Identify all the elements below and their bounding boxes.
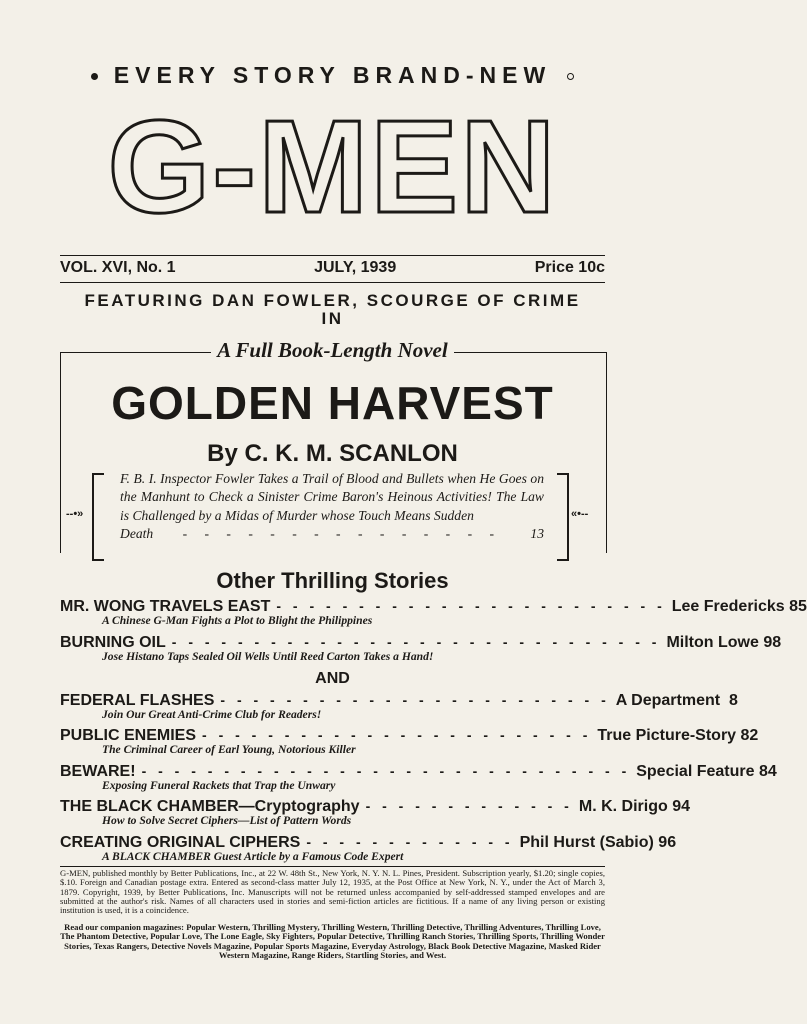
- novel-byline: By C. K. M. SCANLON: [207, 440, 458, 467]
- tagline-text: EVERY STORY BRAND-NEW: [113, 62, 552, 88]
- featuring-in: IN: [321, 309, 344, 328]
- toc-author: [672, 598, 807, 616]
- companion-magazines: Read our companion magazines: Popular Western, Thrilling Mystery, Thrilling Western, Thrilling Detective, Thrilling Adventures, Thrilling Love, The Phantom Detective, Popular Love, The Lone Eagle, Sky Fighters, Popular Detective, Thrilling Ranch Stories, Thrilling Sports, Thrilling Wonder Stories, Texas Rangers, Detective Novels Magazine, Popular Sports Magazine, Everyday Astrology, Black Book Detective Magazine, Masked Rider Western Magazine, Range Riders, Startling Stories, and West.: [60, 922, 605, 960]
- toc-author: [666, 634, 781, 652]
- dot-leader: - - - - - - - - - - - - - - - - - - - - - - - -: [220, 692, 610, 708]
- toc-entry: [60, 598, 807, 627]
- toc-author-name: A Department: [615, 692, 721, 709]
- publication-fine-print: G-MEN, published monthly by Better Publications, Inc., at 22 W. 48th St., New York, N. Y. N. L. Pines, President. Subscription yearly, $1.20; single copies, $.10. Foreign and Canadian postage extra. Entered as second-class matter July 12, 1935, at the Post Office at New York, N. Y., under the Act of March 3, 1879. Copyright, 1939, by Better Publications, Inc. Manuscripts will not be returned unless accompanied by self-addressed stamped envelopes and are submitted at the author's risk. Names of all characters used in stories and semi-fiction articles are fictitious. If a name of any living person or existing institution is used, it is a coincidence.: [60, 868, 605, 916]
- novel-page: 13: [530, 526, 544, 542]
- toc-title: CREATING ORIGINAL CIPHERS: [60, 834, 301, 851]
- right-scroll-icon: «•--: [571, 508, 589, 520]
- toc-page: 98: [763, 634, 782, 651]
- toc-entry: [60, 798, 690, 827]
- novel-blurb-text: F. B. I. Inspector Fowler Takes a Trail of Blood and Bullets when He Goes on the Manhunt to Check a Sinister Crime Baron's Heinous Activities! The Law is Challenged by a Midas of Murder whose Touch Means Sudden: [120, 471, 544, 523]
- dot-leader: - - - - - - - - - - - - - - -: [182, 526, 502, 542]
- toc-subtitle: A BLACK CHAMBER Guest Article by a Famous Code Expert: [102, 850, 404, 863]
- toc-page: 82: [740, 727, 759, 744]
- toc-title: PUBLIC ENEMIES: [60, 727, 197, 744]
- bullet-dot-icon: [567, 73, 574, 80]
- novel-blurb: [120, 470, 544, 544]
- toc-title: THE BLACK CHAMBER—Cryptography: [60, 798, 360, 815]
- magazine-logo: G-MEN: [107, 93, 558, 240]
- issue-volume: VOL. XVI, No. 1: [60, 259, 176, 276]
- toc-author-name: Phil Hurst (Sabio): [519, 834, 654, 851]
- toc-page: 85: [789, 598, 807, 615]
- toc-page: 96: [658, 834, 677, 851]
- toc-page: 84: [758, 763, 777, 780]
- novel-blurb-last-line: [120, 525, 544, 543]
- toc-author-name: M. K. Dirigo: [578, 798, 668, 815]
- bullet-dot-icon: [91, 73, 98, 80]
- toc-author: [579, 798, 690, 816]
- divider: [60, 255, 605, 256]
- toc-entry: [60, 834, 677, 863]
- left-scroll-icon: --•»: [66, 508, 84, 520]
- issue-date: JULY, 1939: [314, 259, 397, 276]
- novel-label: [0, 338, 665, 363]
- divider: [60, 866, 605, 867]
- dot-leader: - - - - - - - - - - - - - - - - - - - - - - - -: [276, 598, 666, 614]
- toc-page: 8: [728, 692, 738, 709]
- toc-author-name: Lee Fredericks: [671, 598, 785, 615]
- toc-subtitle: Exposing Funeral Rackets that Trap the Unwary: [102, 779, 336, 792]
- toc-author-name: Milton Lowe: [666, 634, 759, 651]
- right-bracket-ornament: [557, 473, 569, 561]
- toc-title: BURNING OIL: [60, 634, 166, 651]
- toc-subtitle: Jose Histano Taps Sealed Oil Wells Until Reed Carton Takes a Hand!: [102, 650, 434, 663]
- dot-leader: - - - - - - - - - - - - -: [365, 798, 573, 814]
- left-bracket-ornament: [92, 473, 104, 561]
- toc-entry: [60, 634, 782, 663]
- dot-leader: - - - - - - - - - - - - -: [306, 834, 514, 850]
- toc-subtitle: Join Our Great Anti-Crime Club for Readers!: [102, 708, 322, 721]
- toc-title: FEDERAL FLASHES: [60, 692, 215, 709]
- toc-author: [616, 692, 738, 710]
- toc-subtitle: How to Solve Secret Ciphers—List of Pattern Words: [102, 814, 352, 827]
- toc-author: [520, 834, 676, 852]
- toc-subtitle: A Chinese G-Man Fights a Plot to Blight the Philippines: [102, 614, 373, 627]
- novel-blurb-end: Death: [120, 526, 154, 542]
- dot-leader: - - - - - - - - - - - - - - - - - - - - - - - - - - - - - -: [171, 634, 661, 650]
- toc-author: [636, 763, 777, 781]
- novel-label-text: A Full Book-Length Novel: [211, 338, 453, 362]
- toc-title: MR. WONG TRAVELS EAST: [60, 598, 271, 615]
- toc-title: BEWARE!: [60, 763, 136, 780]
- toc-entry: [60, 692, 738, 721]
- issue-info: [60, 259, 605, 277]
- and-separator: AND: [315, 670, 350, 687]
- tagline: [0, 62, 665, 89]
- toc-subtitle: The Criminal Career of Earl Young, Notorious Killer: [102, 743, 356, 756]
- toc-author: [597, 727, 758, 745]
- dot-leader: - - - - - - - - - - - - - - - - - - - - - - - - - - - - - -: [141, 763, 631, 779]
- toc-page: 94: [672, 798, 690, 815]
- toc-entry: [60, 763, 777, 792]
- issue-price: Price 10c: [534, 259, 605, 276]
- featuring-text: FEATURING DAN FOWLER, SCOURGE OF CRIME: [84, 291, 581, 310]
- toc-author-name: True Picture-Story: [597, 727, 737, 744]
- featuring-line: [60, 292, 605, 328]
- novel-title: GOLDEN HARVEST: [111, 377, 554, 429]
- toc-entry: [60, 727, 759, 756]
- other-stories-heading: Other Thrilling Stories: [216, 568, 449, 593]
- divider: [60, 282, 605, 283]
- dot-leader: - - - - - - - - - - - - - - - - - - - - - - - -: [202, 727, 592, 743]
- toc-author-name: Special Feature: [636, 763, 755, 780]
